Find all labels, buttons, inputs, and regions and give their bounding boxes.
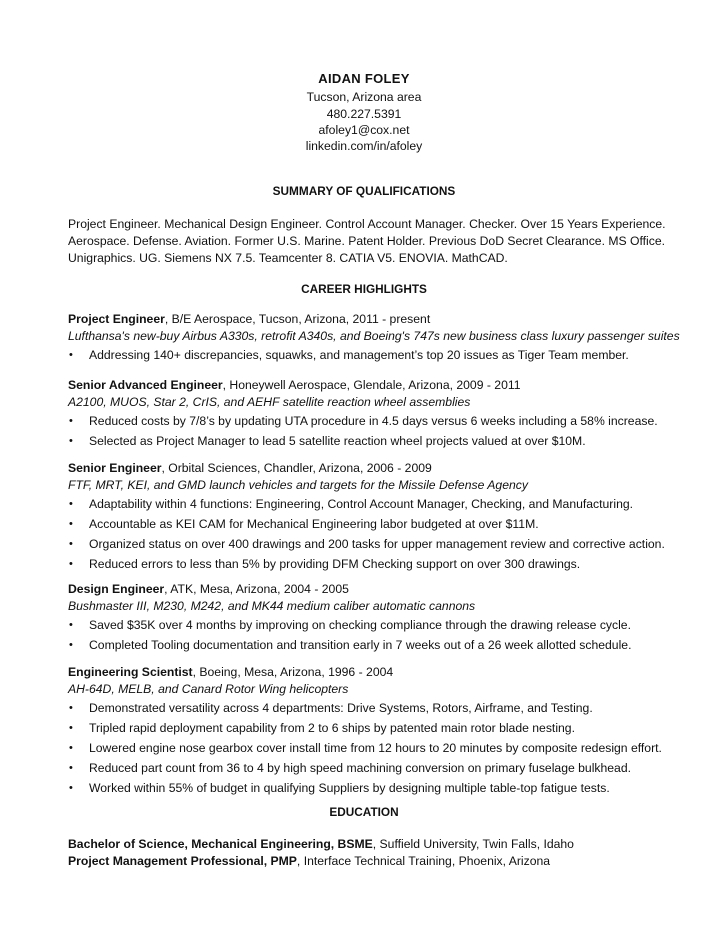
job-subtitle: A2100, MUOS, Star 2, CrIS, and AEHF satellite reaction wheel assemblies: [68, 395, 471, 409]
job-details: , Honeywell Aerospace, Glendale, Arizona, 2009 - 2011: [222, 378, 521, 392]
bullet-icon: •: [69, 619, 73, 631]
job-bullet: • Saved $35K over 4 months by improving on checking compliance through the drawing release cycle.: [68, 615, 668, 635]
job-title: Senior Engineer: [68, 461, 162, 475]
education-degree: Bachelor of Science, Mechanical Engineering, BSME: [68, 837, 373, 851]
job-subtitle: FTF, MRT, KEI, and GMD launch vehicles and targets for the Missile Defense Agency: [68, 478, 528, 492]
education-heading: EDUCATION: [329, 805, 399, 819]
job-bullet: • Demonstrated versatility across 4 departments: Drive Systems, Rotors, Airframe, and Testing.: [68, 698, 668, 718]
job-subtitle: Lufthansa's new-buy Airbus A330s, retrofit A340s, and Boeing's 747s new business class luxury passenger suites: [68, 329, 680, 343]
bullet-icon: •: [69, 722, 73, 734]
career-heading: CAREER HIGHLIGHTS: [301, 282, 427, 296]
bullet-icon: •: [69, 518, 73, 530]
job-header: [68, 581, 668, 598]
job-header: [68, 377, 668, 394]
job-details: , Orbital Sciences, Chandler, Arizona, 2006 - 2009: [161, 461, 432, 475]
contact-location: Tucson, Arizona area: [306, 90, 422, 104]
contact-email: afoley1@cox.net: [318, 123, 410, 137]
job-bullet: • Lowered engine nose gearbox cover install time from 12 hours to 20 minutes by composite redesign effort.: [68, 738, 668, 758]
summary-heading: SUMMARY OF QUALIFICATIONS: [272, 184, 456, 198]
job-bullet: • Reduced errors to less than 5% by providing DFM Checking support on over 300 drawings.: [68, 554, 668, 574]
bullet-icon: •: [69, 782, 73, 794]
job-subtitle: AH-64D, MELB, and Canard Rotor Wing helicopters: [68, 682, 349, 696]
job-bullet: • Reduced part count from 36 to 4 by high speed machining conversion on primary fuselage bulkhead.: [68, 758, 668, 778]
bullet-icon: •: [69, 702, 73, 714]
contact-phone: 480.227.5391: [326, 107, 402, 121]
job-details: , ATK, Mesa, Arizona, 2004 - 2005: [164, 582, 349, 596]
job-bullet: • Reduced costs by 7/8’s by updating UTA procedure in 4.5 days versus 6 weeks including a 58% increase.: [68, 411, 668, 431]
job-title: Engineering Scientist: [68, 665, 193, 679]
job-entry: [68, 664, 668, 798]
education-details: , Suffield University, Twin Falls, Idaho: [372, 837, 574, 851]
bullet-icon: •: [69, 538, 73, 550]
job-bullet: • Worked within 55% of budget in qualifying Suppliers by designing multiple table-top fatigue tests.: [68, 778, 668, 798]
job-bullet: • Selected as Project Manager to lead 5 satellite reaction wheel projects valued at over $10M.: [68, 431, 668, 451]
job-details: , Boeing, Mesa, Arizona, 1996 - 2004: [192, 665, 394, 679]
job-bullet: • Organized status on over 400 drawings and 200 tasks for upper management review and corrective action.: [68, 534, 668, 554]
job-entry: [68, 460, 668, 574]
bullet-icon: •: [69, 498, 73, 510]
bullet-icon: •: [69, 435, 73, 447]
job-bullet: • Completed Tooling documentation and transition early in 7 weeks out of a 26 week allotted schedule.: [68, 635, 668, 655]
bullet-icon: •: [69, 558, 73, 570]
bullet-icon: •: [69, 762, 73, 774]
job-entry: [68, 311, 680, 365]
job-header: [68, 311, 668, 328]
job-title: Senior Advanced Engineer: [68, 378, 223, 392]
bullet-icon: •: [69, 639, 73, 651]
education-list: [68, 836, 668, 870]
job-bullet: • Addressing 140+ discrepancies, squawks, and management’s top 20 issues as Tiger Team member.: [68, 345, 668, 365]
contact-linkedin: linkedin.com/in/afoley: [305, 139, 423, 153]
bullet-icon: •: [69, 415, 73, 427]
job-header: [68, 460, 668, 477]
job-entry: [68, 377, 668, 451]
education-details: , Interface Technical Training, Phoenix, Arizona: [296, 854, 551, 868]
job-subtitle: Bushmaster III, M230, M242, and MK44 medium caliber automatic cannons: [68, 599, 476, 613]
job-bullet: • Tripled rapid deployment capability from 2 to 6 ships by patented main rotor blade nesting.: [68, 718, 668, 738]
summary-line: Project Engineer. Mechanical Design Engineer. Control Account Manager. Checker. Over 15 Years Experience.: [68, 217, 666, 231]
candidate-name: AIDAN FOLEY: [318, 71, 410, 86]
job-title: Project Engineer: [68, 312, 165, 326]
education-entry: [68, 853, 668, 870]
education-entry: [68, 836, 668, 853]
bullet-icon: •: [69, 742, 73, 754]
job-title: Design Engineer: [68, 582, 165, 596]
job-entry: [68, 581, 668, 655]
job-bullet: • Accountable as KEI CAM for Mechanical Engineering labor budgeted at over $11M.: [68, 514, 668, 534]
job-header: [68, 664, 668, 681]
summary-line: Unigraphics. UG. Siemens NX 7.5. Teamcenter 8. CATIA V5. ENOVIA. MathCAD.: [68, 251, 508, 265]
education-degree: Project Management Professional, PMP: [68, 854, 297, 868]
job-bullet: • Adaptability within 4 functions: Engineering, Control Account Manager, Checking, and Manufacturing.: [68, 494, 668, 514]
job-details: , B/E Aerospace, Tucson, Arizona, 2011 - present: [164, 312, 431, 326]
summary-line: Aerospace. Defense. Aviation. Former U.S. Marine. Patent Holder. Previous DoD Secret Clearance. MS Office.: [68, 234, 666, 248]
bullet-icon: •: [69, 349, 73, 361]
summary-text: [68, 216, 668, 267]
